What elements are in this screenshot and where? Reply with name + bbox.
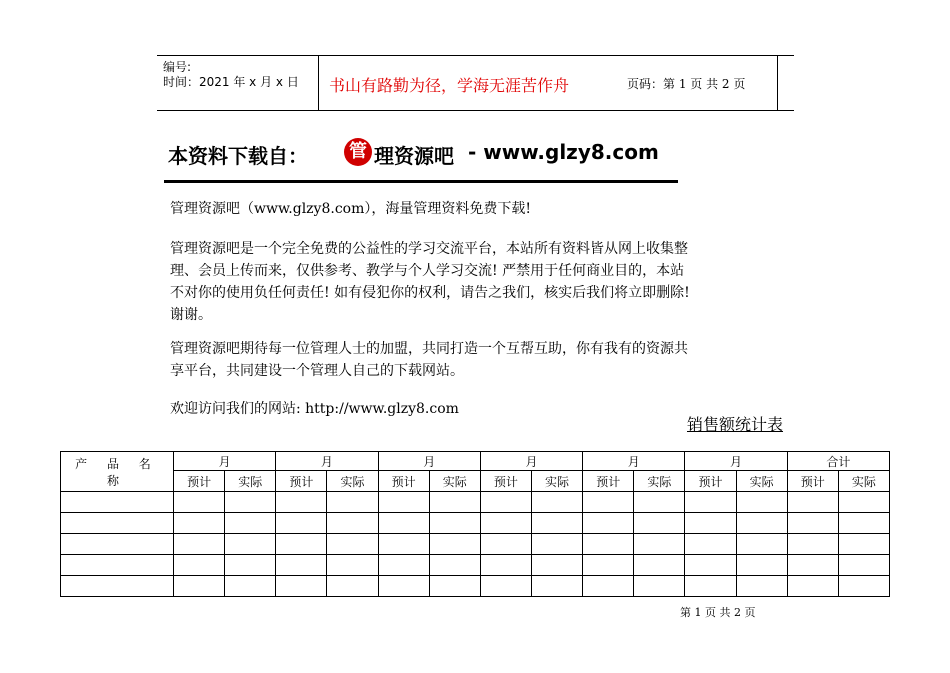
forecast-header: 预计	[787, 471, 838, 492]
actual-header: 实际	[429, 471, 480, 492]
table-cell[interactable]	[531, 534, 582, 555]
table-cell[interactable]	[61, 492, 174, 513]
table-cell[interactable]	[634, 513, 685, 534]
table-cell[interactable]	[225, 492, 276, 513]
table-cell[interactable]	[634, 555, 685, 576]
actual-header: 实际	[634, 471, 685, 492]
page-header	[157, 55, 794, 111]
banner-divider	[164, 180, 678, 183]
table-cell[interactable]	[276, 513, 327, 534]
actual-header: 实际	[531, 471, 582, 492]
forecast-header: 预计	[685, 471, 736, 492]
table-cell[interactable]	[429, 576, 480, 597]
table-cell[interactable]	[736, 555, 787, 576]
table-cell[interactable]	[634, 534, 685, 555]
month-header: 月	[378, 452, 480, 471]
table-cell[interactable]	[480, 492, 531, 513]
disclaimer-paragraph: 管理资源吧是一个完全免费的公益性的学习交流平台，本站所有资料皆从网上收集整理、会员上传而来，仅供参考、教学与个人学习交流! 严禁用于任何商业目的，本站不对你的使用负任何责任! 如有侵犯你的权利，请告之我们，核实后我们将立即删除! 谢谢。	[170, 241, 690, 323]
table-cell[interactable]	[480, 534, 531, 555]
actual-header: 实际	[736, 471, 787, 492]
month-header: 月	[276, 452, 378, 471]
forecast-header: 预计	[378, 471, 429, 492]
table-cell[interactable]	[378, 576, 429, 597]
table-cell[interactable]	[429, 492, 480, 513]
table-cell[interactable]	[838, 576, 889, 597]
table-cell[interactable]	[531, 576, 582, 597]
table-cell[interactable]	[583, 513, 634, 534]
table-cell[interactable]	[685, 534, 736, 555]
table-cell[interactable]	[225, 576, 276, 597]
website-paragraph: 欢迎访问我们的网站: http://www.glzy8.com	[170, 401, 459, 417]
table-cell[interactable]	[736, 576, 787, 597]
table-cell[interactable]	[787, 513, 838, 534]
table-cell[interactable]	[531, 555, 582, 576]
table-cell[interactable]	[61, 555, 174, 576]
forecast-header: 预计	[480, 471, 531, 492]
table-row	[61, 534, 890, 555]
table-cell[interactable]	[634, 576, 685, 597]
motto: 书山有路勤为径，学海无涯苦作舟	[329, 76, 570, 95]
table-cell[interactable]	[327, 576, 378, 597]
actual-header: 实际	[838, 471, 889, 492]
footer-page-number: 第 1 页 共 2 页	[680, 606, 756, 619]
table-cell[interactable]	[174, 513, 225, 534]
table-cell[interactable]	[327, 534, 378, 555]
table-row	[61, 492, 890, 513]
table-cell[interactable]	[480, 555, 531, 576]
table-cell[interactable]	[327, 555, 378, 576]
table-cell[interactable]	[174, 555, 225, 576]
table-row	[61, 513, 890, 534]
table-cell[interactable]	[787, 576, 838, 597]
table-cell[interactable]	[225, 534, 276, 555]
table-cell[interactable]	[61, 513, 174, 534]
table-cell[interactable]	[378, 513, 429, 534]
table-cell[interactable]	[429, 513, 480, 534]
table-cell[interactable]	[225, 513, 276, 534]
number-label: 编号:	[163, 60, 192, 74]
sales-table	[60, 451, 890, 597]
banner-url[interactable]: - www.glzy8.com	[468, 140, 659, 164]
header-page-label: 页码：第 1 页 共 2 页	[627, 77, 746, 91]
month-header: 月	[685, 452, 787, 471]
table-cell[interactable]	[276, 492, 327, 513]
total-header: 合计	[787, 452, 889, 471]
table-cell[interactable]	[838, 492, 889, 513]
table-cell[interactable]	[327, 492, 378, 513]
intro-paragraph: 管理资源吧（www.glzy8.com），海量管理资料免费下载!	[170, 201, 531, 217]
header-meta	[157, 56, 319, 110]
table-cell[interactable]	[685, 492, 736, 513]
table-cell[interactable]	[838, 534, 889, 555]
table-cell[interactable]	[174, 576, 225, 597]
table-cell[interactable]	[276, 576, 327, 597]
table-row	[61, 576, 890, 597]
product-name-header: 产 品 名 称	[61, 452, 174, 492]
table-cell[interactable]	[429, 555, 480, 576]
table-cell[interactable]	[787, 534, 838, 555]
forecast-header: 预计	[583, 471, 634, 492]
table-cell[interactable]	[378, 534, 429, 555]
table-cell[interactable]	[838, 555, 889, 576]
table-cell[interactable]	[787, 492, 838, 513]
table-cell[interactable]	[378, 555, 429, 576]
table-title: 销售额统计表	[687, 415, 784, 434]
table-cell[interactable]	[429, 534, 480, 555]
table-cell[interactable]	[174, 534, 225, 555]
month-header: 月	[583, 452, 685, 471]
glzy8-logo-icon: 管	[344, 138, 372, 166]
table-cell[interactable]	[583, 576, 634, 597]
table-cell[interactable]	[276, 555, 327, 576]
table-cell[interactable]	[838, 513, 889, 534]
table-cell[interactable]	[61, 576, 174, 597]
table-cell[interactable]	[583, 492, 634, 513]
table-cell[interactable]	[531, 492, 582, 513]
table-cell[interactable]	[787, 555, 838, 576]
table-cell[interactable]	[583, 555, 634, 576]
table-cell[interactable]	[685, 555, 736, 576]
table-cell[interactable]	[174, 492, 225, 513]
actual-header: 实际	[327, 471, 378, 492]
table-cell[interactable]	[327, 513, 378, 534]
month-header: 月	[174, 452, 276, 471]
table-cell[interactable]	[736, 534, 787, 555]
table-cell[interactable]	[225, 555, 276, 576]
table-cell[interactable]	[480, 576, 531, 597]
table-cell[interactable]	[685, 576, 736, 597]
table-cell[interactable]	[634, 492, 685, 513]
table-cell[interactable]	[736, 513, 787, 534]
invitation-paragraph: 管理资源吧期待每一位管理人士的加盟，共同打造一个互帮互助，你有我有的资源共享平台，共同建设一个管理人自己的下载网站。	[170, 341, 688, 379]
forecast-header: 预计	[174, 471, 225, 492]
banner-brand: 理资源吧	[374, 144, 454, 168]
download-banner	[168, 138, 678, 172]
banner-prefix: 本资料下载自：	[168, 144, 308, 168]
table-cell[interactable]	[480, 513, 531, 534]
table-cell[interactable]	[531, 513, 582, 534]
table-cell[interactable]	[61, 534, 174, 555]
month-header: 月	[480, 452, 582, 471]
time-label: 时间：2021 年 x 月 x 日	[163, 75, 299, 89]
table-cell[interactable]	[276, 534, 327, 555]
table-cell[interactable]	[378, 492, 429, 513]
forecast-header: 预计	[276, 471, 327, 492]
actual-header: 实际	[225, 471, 276, 492]
table-cell[interactable]	[583, 534, 634, 555]
table-row	[61, 555, 890, 576]
table-cell[interactable]	[685, 513, 736, 534]
table-cell[interactable]	[736, 492, 787, 513]
